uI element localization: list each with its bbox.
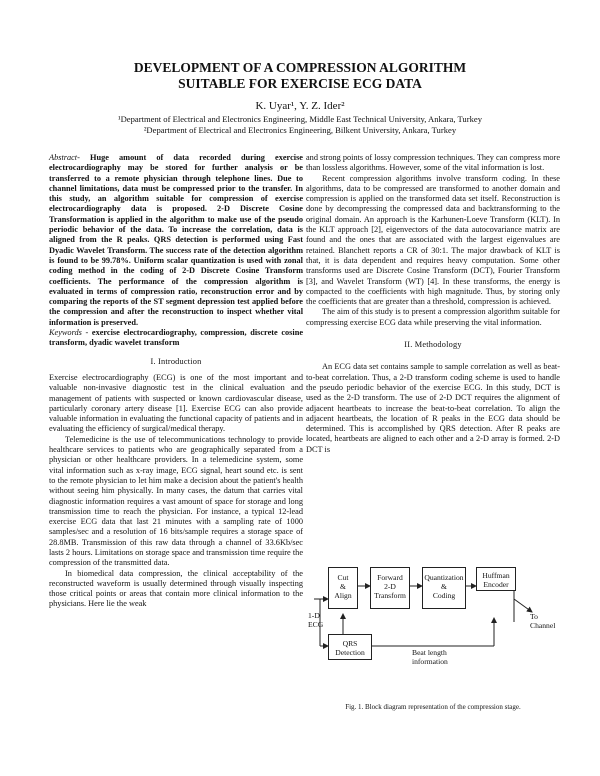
keywords-label: Keywords - — [49, 328, 89, 338]
paper-title — [0, 60, 600, 92]
quantization-coding-block: Quantization & Coding — [422, 567, 466, 609]
beat-length-label: Beat length information — [412, 648, 448, 666]
arrow-to-channel — [514, 599, 532, 612]
section-heading-introduction: I. Introduction — [150, 356, 202, 366]
keywords — [49, 328, 303, 349]
block-diagram — [306, 562, 560, 676]
intro-paragraph-5: The aim of this study is to present a compression algorithm suitable for compressing exercise ECG data while preserving the vital information. — [306, 307, 560, 327]
abstract — [49, 153, 303, 328]
abstract-label: Abstract- — [49, 153, 80, 162]
intro-paragraph-3-cont: and strong points of lossy compression techniques. They can compress more than lossless algorithms. However, some of the vital information is lost. — [306, 153, 561, 173]
huffman-encoder-block: Huffman Encoder — [476, 567, 516, 591]
section-heading-methodology: II. Methodology — [404, 340, 462, 350]
right-column — [306, 153, 560, 455]
affiliation-2: ²Department of Electrical and Electronics Engineering, Bilkent University, Ankara, Turkey — [143, 125, 457, 135]
cut-align-block: Cut & Align — [328, 567, 358, 609]
title-line-2: SUITABLE FOR EXERCISE ECG DATA — [178, 76, 422, 91]
title-line-1: DEVELOPMENT OF A COMPRESSION ALGORITHM — [133, 60, 467, 75]
affiliation-1: ¹Department of Electrical and Electronics Engineering, Middle East Technical University, Ankara, Turkey — [118, 114, 482, 124]
forward-transform-block: Forward 2-D Transform — [370, 567, 410, 609]
input-label: 1-D ECG — [308, 611, 324, 629]
authors: K. Uyar¹, Y. Z. Ider² — [255, 100, 345, 112]
intro-paragraph-3: In biomedical data compression, the clinical acceptability of the reconstructed waveform is usually determined through visually inspecting those critical points or areas that contain more clinical information to the physicians. Here lie the weak — [49, 568, 303, 609]
intro-paragraph-2: Telemedicine is the use of telecommunications technology to provide healthcare services to patients who are geographically separated from a physician or other healthcare providers. In a telemedicine system, some vital information such as x-ray image, ECG signal, heart sound etc. is sent to the remote physician to let him make a decision about the patient's health without seeing him physically. In many cases, the datum that carries vital diagnostic information requires a vast amount of space for storage and long transmission time to reach the physician. For instance, a typical 12-lead exercise ECG data that last 21 minutes with a sampling rate of 1000 samples/sec and a resolution of 16 bits/sample requires a storage space of 28.8MB. Transmission of this raw data through a channel of 33.6Kb/sec lasts 2 hours. Limitations on storage space and transmission time require the compression of the transmitted data. — [49, 434, 303, 568]
keywords-text: exercise electrocardiography, compression, discrete cosine transform, dyadic wavelet transform — [49, 328, 303, 348]
intro-paragraph-4: Recent compression algorithms involve transform coding. In these algorithms, data to be compressed are transformed to another domain and compression is applied on the transformed data set itself. Reconstruction is done by decompressing the compressed data and backtransforming to the original domain. An approach is the Karhunen-Loeve Transform (KLT). In the KLT approach [2], eigenvectors of the data autocovariance matrix are found and the ones that are associated with the largest eigenvalues are retained. Blanchett reports a CR of 30:1. The major drawback of KLT is that, it is data dependent and requires heavy computation. Some other transforms used are Discrete Cosine Transform (DCT), Fourier Transform [3], and Wavelet Transform (WT) [4]. In these transforms, the energy is compacted to the coefficients with high magnitude. Thus, by storing only the coefficients that are greater than a threshold, compression is achieved. — [306, 173, 560, 307]
abstract-text: Huge amount of data recorded during exercise electrocardiography may be stored for further analysis or be transferred to a remote physician through telephone lines. Due to channel limitations, data must be compressed prior to the transfer. In this study, an algorithm suitable for compression of exercise electrocardiography data is proposed. 2-D Discrete Cosine Transformation is applied in the algorithm to make use of the pseudo periodic behavior of the data. To increase the correlation, data is aligned from the R peaks. QRS detection is performed using Fast Dyadic Wavelet Transform. The success rate of the detection algorithm is found to be 99.78%. Uniform scalar quantization is used with zonal coding method in the coding of 2-D Discrete Cosine Transform coefficients. The performance of the compression algorithm is evaluated in terms of compression ratio, reconstruction error and by comparing the reports of the ST segment depression test applied before the compression and after the reconstruction to inspect whether vital information is preserved. — [49, 153, 303, 327]
intro-paragraph-1: Exercise electrocardiography (ECG) is one of the most important and valuable non-invasive diagnostic test in the clinical evaluation and management of patients with suspected or known cardiovascular disease, particularly coronary artery disease [1]. Exercise ECG can also provide valuable information in evaluating the functional capacity of patients and in evaluating the efficiency of surgical/medical therapy. — [49, 372, 303, 434]
affiliations — [0, 114, 600, 136]
qrs-detection-block: QRS Detection — [328, 634, 372, 660]
output-label: To Channel — [530, 612, 556, 630]
figure-caption: Fig. 1. Block diagram representation of the compression stage. — [345, 703, 521, 711]
left-column — [49, 153, 303, 610]
method-paragraph-1: An ECG data set contains sample to sample correlation as well as beat-to-beat correlation. Thus, a 2-D transform coding scheme is used to handle the pseudo periodic behavior of the exercise ECG. In this study, DCT is used as the 2-D transform. The use of 2-D DCT requires the alignment of adjacent heartbeats to increase the beat-to-beat correlation. To align the adjacent heartbeats, the location of R peaks in the ECG data should be determined. This is accomplished by QRS detection. After R peaks are located, heartbeats are aligned to each other and a 2-D array is formed. 2-D DCT is — [306, 362, 560, 454]
